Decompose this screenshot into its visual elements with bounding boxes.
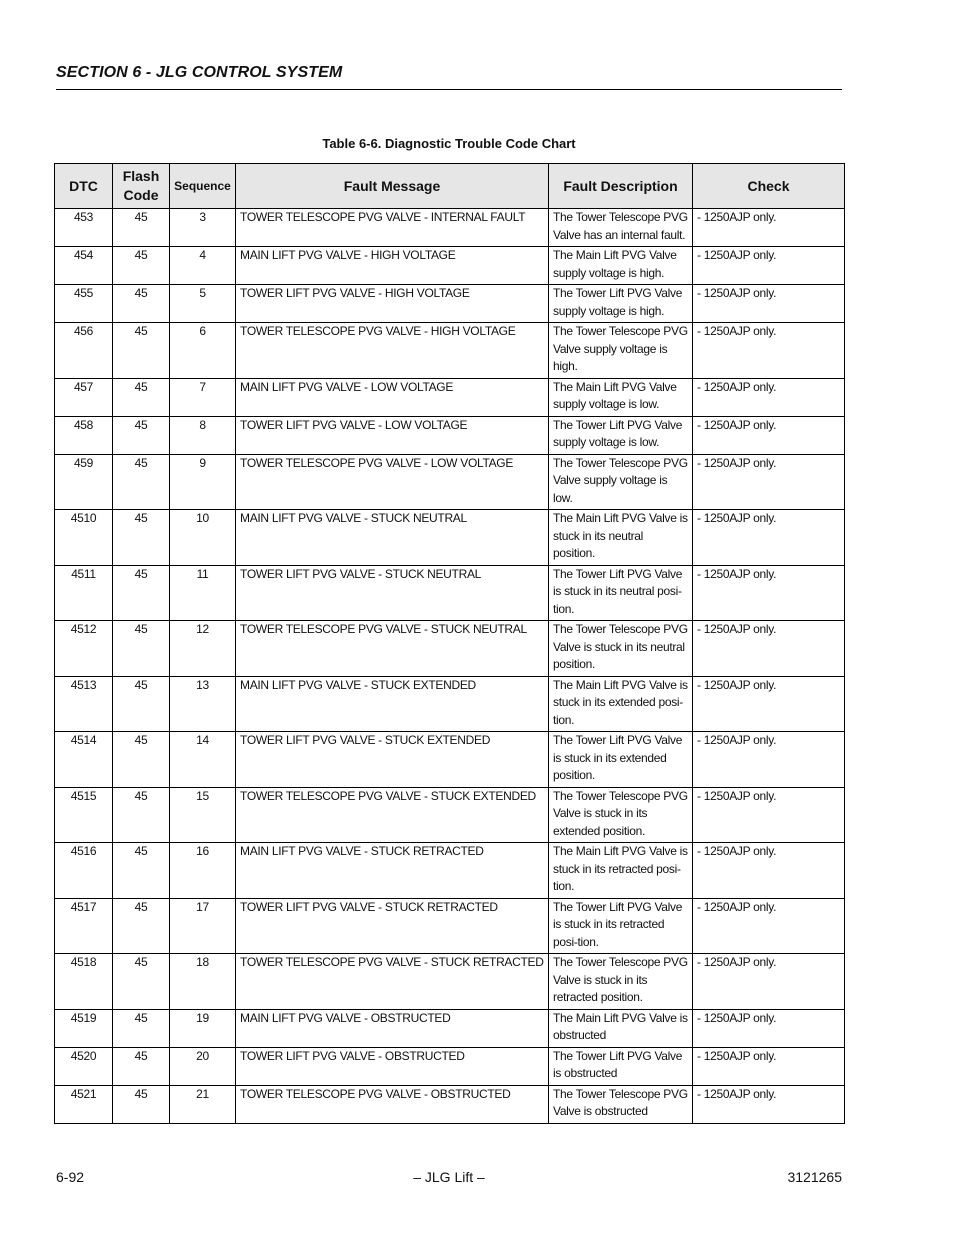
table-title: Table 6-6. Diagnostic Trouble Code Chart [322, 136, 576, 151]
cell-dtc: 4518 [55, 954, 113, 1010]
cell-check: - 1250AJP only. [693, 732, 845, 788]
cell-dtc: 4517 [55, 898, 113, 954]
col-header-flash-line1: Flash [122, 168, 160, 184]
cell-fault-description: The Tower Lift PVG Valve supply voltage is high. [549, 285, 693, 323]
cell-fault-message: TOWER TELESCOPE PVG VALVE - HIGH VOLTAGE [236, 323, 549, 379]
dtc-table [54, 163, 845, 1124]
cell-sequence: 9 [170, 454, 236, 510]
cell-flash-code: 45 [113, 510, 170, 566]
cell-fault-message: TOWER LIFT PVG VALVE - HIGH VOLTAGE [236, 285, 549, 323]
cell-dtc: 4519 [55, 1009, 113, 1047]
cell-fault-message: TOWER LIFT PVG VALVE - OBSTRUCTED [236, 1047, 549, 1085]
cell-fault-message: TOWER TELESCOPE PVG VALVE - STUCK NEUTRAL [236, 621, 549, 677]
col-header-sequence: Sequence [170, 164, 236, 209]
cell-check: - 1250AJP only. [693, 676, 845, 732]
cell-check: - 1250AJP only. [693, 209, 845, 247]
col-header-dtc: DTC [55, 164, 113, 209]
cell-fault-message: TOWER LIFT PVG VALVE - STUCK NEUTRAL [236, 565, 549, 621]
table-row [55, 621, 845, 677]
cell-dtc: 458 [55, 416, 113, 454]
col-header-flash-code [113, 164, 170, 209]
cell-sequence: 18 [170, 954, 236, 1010]
cell-sequence: 16 [170, 843, 236, 899]
cell-fault-description: The Tower Lift PVG Valve is obstructed [549, 1047, 693, 1085]
col-header-fault-message: Fault Message [236, 164, 549, 209]
cell-fault-message: TOWER TELESCOPE PVG VALVE - OBSTRUCTED [236, 1085, 549, 1123]
cell-fault-description: The Tower Telescope PVG Valve is stuck in its extended position. [549, 787, 693, 843]
table-row [55, 676, 845, 732]
table-row [55, 954, 845, 1010]
cell-sequence: 11 [170, 565, 236, 621]
header-rule [56, 89, 842, 90]
cell-check: - 1250AJP only. [693, 954, 845, 1010]
cell-dtc: 4520 [55, 1047, 113, 1085]
cell-sequence: 5 [170, 285, 236, 323]
cell-sequence: 7 [170, 378, 236, 416]
cell-dtc: 4516 [55, 843, 113, 899]
cell-fault-description: The Tower Lift PVG Valve is stuck in its retracted posi-tion. [549, 898, 693, 954]
cell-dtc: 4511 [55, 565, 113, 621]
table-row [55, 416, 845, 454]
cell-flash-code: 45 [113, 676, 170, 732]
cell-fault-message: MAIN LIFT PVG VALVE - STUCK EXTENDED [236, 676, 549, 732]
table-row [55, 323, 845, 379]
cell-dtc: 4514 [55, 732, 113, 788]
cell-dtc: 456 [55, 323, 113, 379]
table-row [55, 454, 845, 510]
cell-check: - 1250AJP only. [693, 510, 845, 566]
cell-fault-message: TOWER LIFT PVG VALVE - STUCK EXTENDED [236, 732, 549, 788]
cell-dtc: 4510 [55, 510, 113, 566]
cell-dtc: 4513 [55, 676, 113, 732]
cell-check: - 1250AJP only. [693, 843, 845, 899]
cell-fault-message: TOWER TELESCOPE PVG VALVE - INTERNAL FAULT [236, 209, 549, 247]
cell-dtc: 455 [55, 285, 113, 323]
cell-flash-code: 45 [113, 454, 170, 510]
cell-check: - 1250AJP only. [693, 787, 845, 843]
cell-check: - 1250AJP only. [693, 1047, 845, 1085]
cell-dtc: 454 [55, 247, 113, 285]
cell-flash-code: 45 [113, 565, 170, 621]
cell-fault-description: The Tower Telescope PVG Valve supply voltage is low. [549, 454, 693, 510]
table-row [55, 898, 845, 954]
cell-flash-code: 45 [113, 732, 170, 788]
cell-fault-description: The Tower Telescope PVG Valve is obstructed [549, 1085, 693, 1123]
table-row [55, 843, 845, 899]
cell-fault-message: MAIN LIFT PVG VALVE - STUCK RETRACTED [236, 843, 549, 899]
cell-dtc: 4521 [55, 1085, 113, 1123]
table-row [55, 378, 845, 416]
table-row [55, 1009, 845, 1047]
table-row [55, 732, 845, 788]
footer-center-text: – JLG Lift – [413, 1169, 485, 1185]
cell-check: - 1250AJP only. [693, 323, 845, 379]
cell-sequence: 4 [170, 247, 236, 285]
section-title: SECTION 6 - JLG CONTROL SYSTEM [56, 64, 343, 81]
table-row [55, 565, 845, 621]
table-row [55, 1047, 845, 1085]
cell-flash-code: 45 [113, 378, 170, 416]
cell-flash-code: 45 [113, 285, 170, 323]
cell-fault-description: The Tower Lift PVG Valve supply voltage is low. [549, 416, 693, 454]
col-header-flash-line2: Code [123, 187, 159, 203]
cell-flash-code: 45 [113, 1047, 170, 1085]
cell-dtc: 457 [55, 378, 113, 416]
cell-flash-code: 45 [113, 954, 170, 1010]
col-header-fault-description: Fault Description [549, 164, 693, 209]
cell-fault-description: The Tower Telescope PVG Valve is stuck in its neutral position. [549, 621, 693, 677]
cell-dtc: 453 [55, 209, 113, 247]
cell-check: - 1250AJP only. [693, 378, 845, 416]
cell-check: - 1250AJP only. [693, 898, 845, 954]
cell-flash-code: 45 [113, 787, 170, 843]
cell-check: - 1250AJP only. [693, 247, 845, 285]
cell-flash-code: 45 [113, 843, 170, 899]
table-row [55, 1085, 845, 1123]
document-number: 3121265 [787, 1169, 842, 1185]
cell-check: - 1250AJP only. [693, 621, 845, 677]
cell-flash-code: 45 [113, 898, 170, 954]
cell-fault-description: The Tower Lift PVG Valve is stuck in its extended position. [549, 732, 693, 788]
cell-fault-message: TOWER TELESCOPE PVG VALVE - LOW VOLTAGE [236, 454, 549, 510]
cell-fault-description: The Tower Telescope PVG Valve supply voltage is high. [549, 323, 693, 379]
table-row [55, 285, 845, 323]
cell-sequence: 13 [170, 676, 236, 732]
page-number: 6-92 [56, 1169, 85, 1185]
cell-sequence: 6 [170, 323, 236, 379]
cell-flash-code: 45 [113, 621, 170, 677]
col-header-check: Check [693, 164, 845, 209]
table-row [55, 247, 845, 285]
cell-check: - 1250AJP only. [693, 1009, 845, 1047]
cell-flash-code: 45 [113, 1009, 170, 1047]
cell-flash-code: 45 [113, 1085, 170, 1123]
table-row [55, 787, 845, 843]
cell-sequence: 17 [170, 898, 236, 954]
cell-fault-description: The Main Lift PVG Valve is stuck in its retracted posi-tion. [549, 843, 693, 899]
table-body [55, 209, 845, 1124]
cell-sequence: 15 [170, 787, 236, 843]
cell-fault-description: The Main Lift PVG Valve supply voltage is low. [549, 378, 693, 416]
cell-dtc: 459 [55, 454, 113, 510]
cell-sequence: 14 [170, 732, 236, 788]
cell-flash-code: 45 [113, 416, 170, 454]
cell-fault-description: The Main Lift PVG Valve is stuck in its extended posi-tion. [549, 676, 693, 732]
cell-sequence: 10 [170, 510, 236, 566]
cell-fault-message: TOWER LIFT PVG VALVE - STUCK RETRACTED [236, 898, 549, 954]
cell-dtc: 4512 [55, 621, 113, 677]
cell-sequence: 20 [170, 1047, 236, 1085]
cell-flash-code: 45 [113, 209, 170, 247]
cell-fault-message: TOWER LIFT PVG VALVE - LOW VOLTAGE [236, 416, 549, 454]
table-header-row [55, 164, 845, 209]
cell-fault-description: The Tower Telescope PVG Valve has an internal fault. [549, 209, 693, 247]
cell-flash-code: 45 [113, 247, 170, 285]
cell-check: - 1250AJP only. [693, 1085, 845, 1123]
cell-sequence: 21 [170, 1085, 236, 1123]
cell-check: - 1250AJP only. [693, 416, 845, 454]
cell-fault-description: The Tower Lift PVG Valve is stuck in its neutral posi-tion. [549, 565, 693, 621]
table-row [55, 510, 845, 566]
cell-fault-description: The Main Lift PVG Valve is stuck in its neutral position. [549, 510, 693, 566]
cell-fault-message: MAIN LIFT PVG VALVE - STUCK NEUTRAL [236, 510, 549, 566]
cell-check: - 1250AJP only. [693, 454, 845, 510]
cell-dtc: 4515 [55, 787, 113, 843]
table-row [55, 209, 845, 247]
cell-fault-message: TOWER TELESCOPE PVG VALVE - STUCK EXTENDED [236, 787, 549, 843]
cell-sequence: 19 [170, 1009, 236, 1047]
cell-fault-description: The Main Lift PVG Valve supply voltage is high. [549, 247, 693, 285]
cell-sequence: 12 [170, 621, 236, 677]
cell-check: - 1250AJP only. [693, 285, 845, 323]
cell-fault-message: MAIN LIFT PVG VALVE - OBSTRUCTED [236, 1009, 549, 1047]
cell-sequence: 8 [170, 416, 236, 454]
cell-fault-message: MAIN LIFT PVG VALVE - HIGH VOLTAGE [236, 247, 549, 285]
cell-fault-description: The Tower Telescope PVG Valve is stuck in its retracted position. [549, 954, 693, 1010]
cell-fault-message: MAIN LIFT PVG VALVE - LOW VOLTAGE [236, 378, 549, 416]
cell-fault-description: The Main Lift PVG Valve is obstructed [549, 1009, 693, 1047]
cell-flash-code: 45 [113, 323, 170, 379]
cell-fault-message: TOWER TELESCOPE PVG VALVE - STUCK RETRACTED [236, 954, 549, 1010]
cell-sequence: 3 [170, 209, 236, 247]
cell-check: - 1250AJP only. [693, 565, 845, 621]
